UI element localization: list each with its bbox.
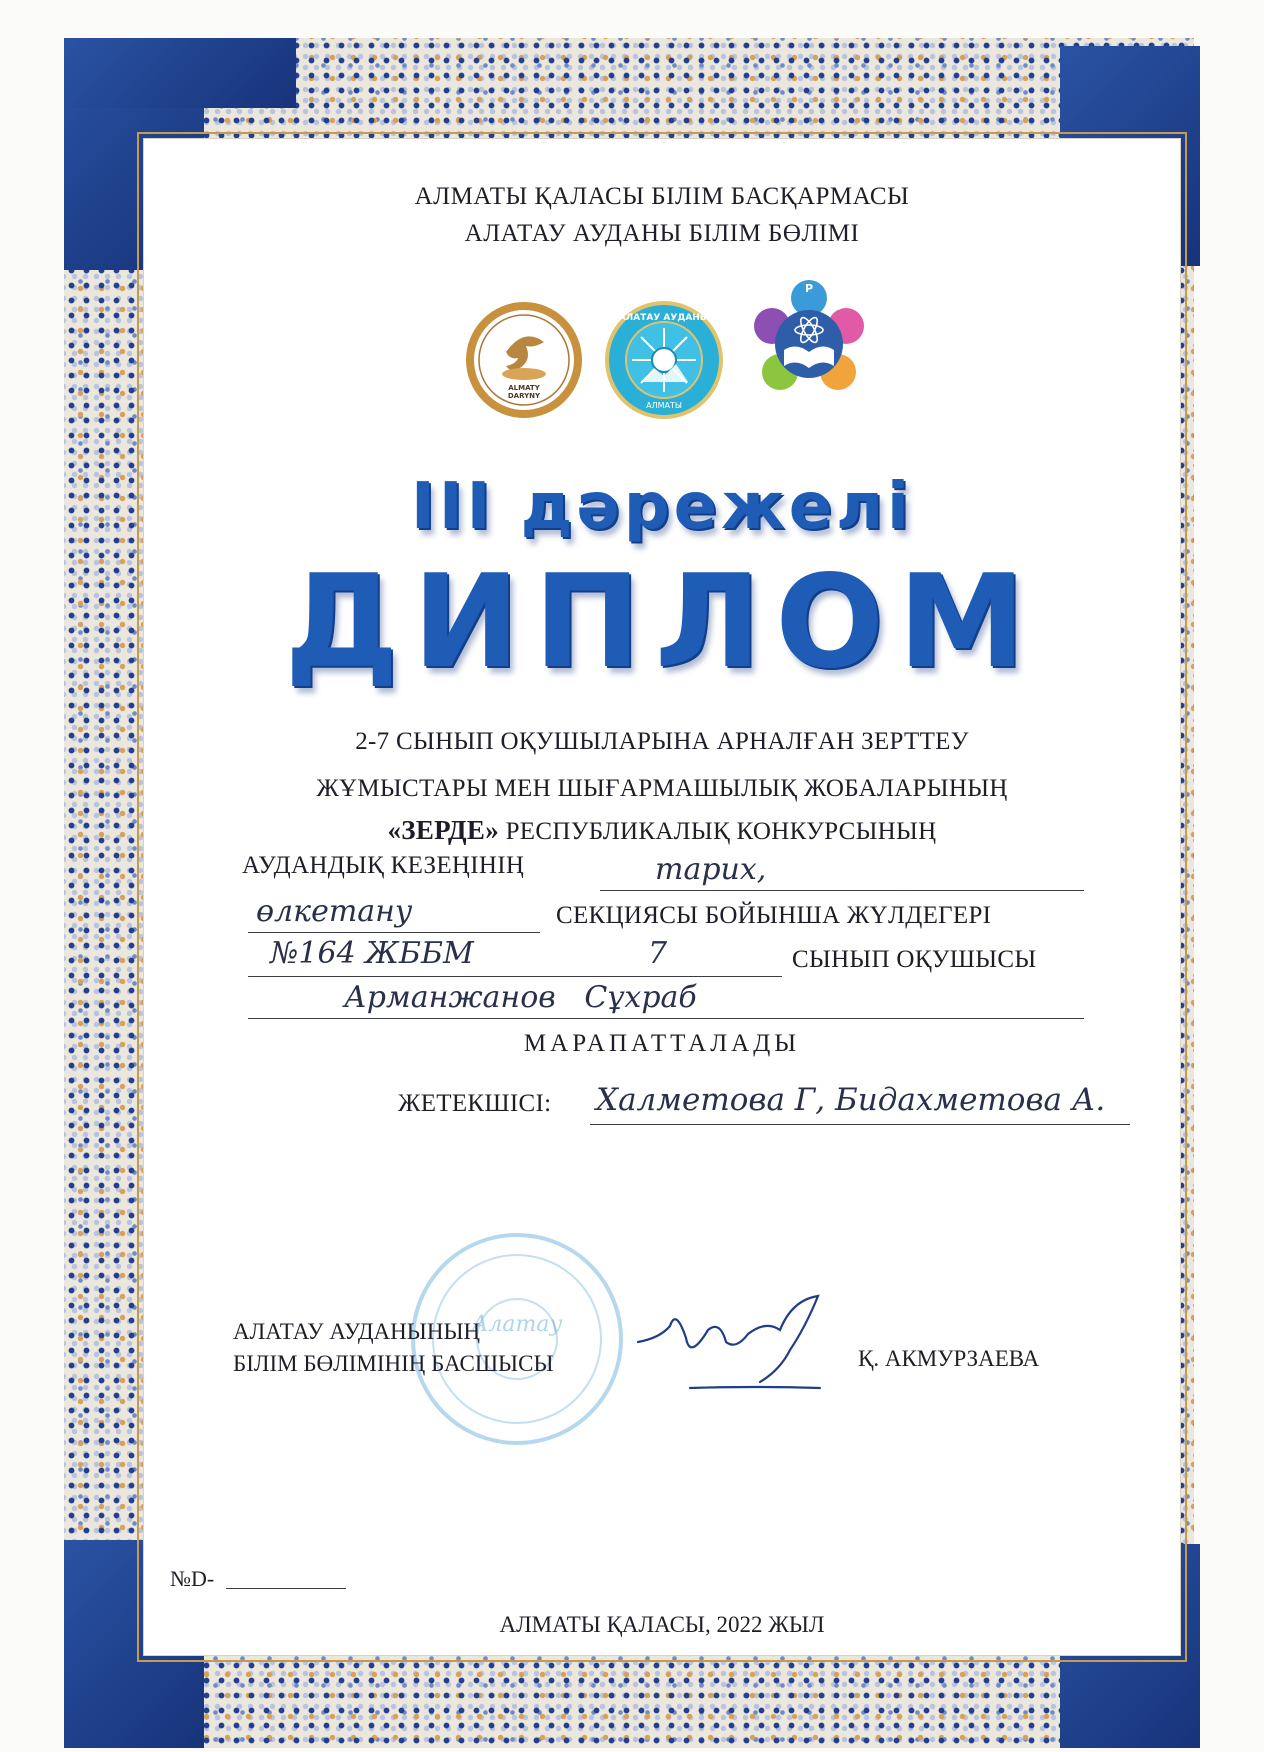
body-line-3-rest: РЕСПУБЛИКАЛЫҚ КОНКУРСЫНЫҢ [499,818,937,845]
school-handwritten: №164 ЖББМ [270,936,474,971]
supervisor-label: ЖЕТЕКШІСІ: [398,1090,552,1117]
zerde-logo [746,268,872,424]
subject-field-2 [248,894,540,933]
body-line-3 [143,815,1181,846]
pupil-label: СЫНЫП ОҚУШЫСЫ [792,946,1037,973]
svg-text:АЛАТАУ АУДАНЫ: АЛАТАУ АУДАНЫ [618,313,710,323]
diploma-title: ДИПЛОМ [284,548,1040,697]
subject-handwritten-2: өлкетану [256,894,413,929]
svg-text:З: З [764,344,772,357]
almaty-daryny-text: ALMATY [508,384,540,392]
body-line-2: ЖҰМЫСТАРЫ МЕН ШЫҒАРМАШЫЛЫҚ ЖОБАЛАРЫНЫҢ [316,775,1008,802]
school-grade-field [248,936,782,977]
subject-field-1 [600,852,1084,891]
student-name-handwritten: Арманжанов Сұхраб [344,980,697,1015]
signatory-name: Қ. АКМУРЗАЕВА [858,1346,1040,1371]
header-line-1: АЛМАТЫ ҚАЛАСЫ БІЛІМ БАСҚАРМАСЫ [414,183,910,210]
header-line-2: АЛАТАУ АУДАНЫ БІЛІМ БӨЛІМІ [464,220,860,247]
stamp-text: Алатау [471,1312,563,1337]
district-stage-label: АУДАНДЫҚ КЕЗЕҢІНІҢ [242,852,525,879]
alatau-district-emblem [604,300,724,420]
city-year: АЛМАТЫ ҚАЛАСЫ, 2022 ЖЫЛ [499,1612,825,1637]
corner-top-left-extension [64,38,296,108]
svg-text:Е: Е [846,344,854,357]
body-line-1: 2-7 СЫНЫП ОҚУШЫЛАРЫНА АРНАЛҒАН ЗЕРТТЕУ [355,728,969,755]
document-number-field [226,1562,346,1589]
handwritten-signature [630,1290,830,1400]
grade-handwritten: 7 [648,936,668,971]
almaty-daryny-logo [466,302,582,418]
supervisor-field [590,1082,1130,1125]
subject-handwritten-1: тарих, [655,852,767,887]
signatory-position-line-1: АЛАТАУ АУДАНЫНЫҢ [233,1319,481,1344]
svg-text:Р: Р [804,282,814,295]
signatory-position-line-2: БІЛІМ БӨЛІМІНІҢ БАСШЫСЫ [233,1351,554,1376]
supervisor-handwritten: Халметова Г, Бидахметова А. [596,1082,1106,1118]
student-name-field [248,980,1084,1019]
zerde-contest-name: «ЗЕРДЕ» [387,815,500,845]
degree-title: III дәрежелі [411,470,913,544]
svg-text:Д: Д [831,298,841,311]
signatory-position [233,1316,554,1380]
section-winner-label: СЕКЦИЯСЫ БОЙЫНША ЖҮЛДЕГЕРІ [556,902,992,929]
svg-text:DARYNY: DARYNY [507,392,541,400]
document-number-label: №D- [170,1566,215,1591]
svg-text:АЛМАТЫ: АЛМАТЫ [646,401,682,410]
svg-text:Е: Е [780,298,788,311]
awarded-text: МАРАПАТТАЛАДЫ [523,1030,801,1057]
